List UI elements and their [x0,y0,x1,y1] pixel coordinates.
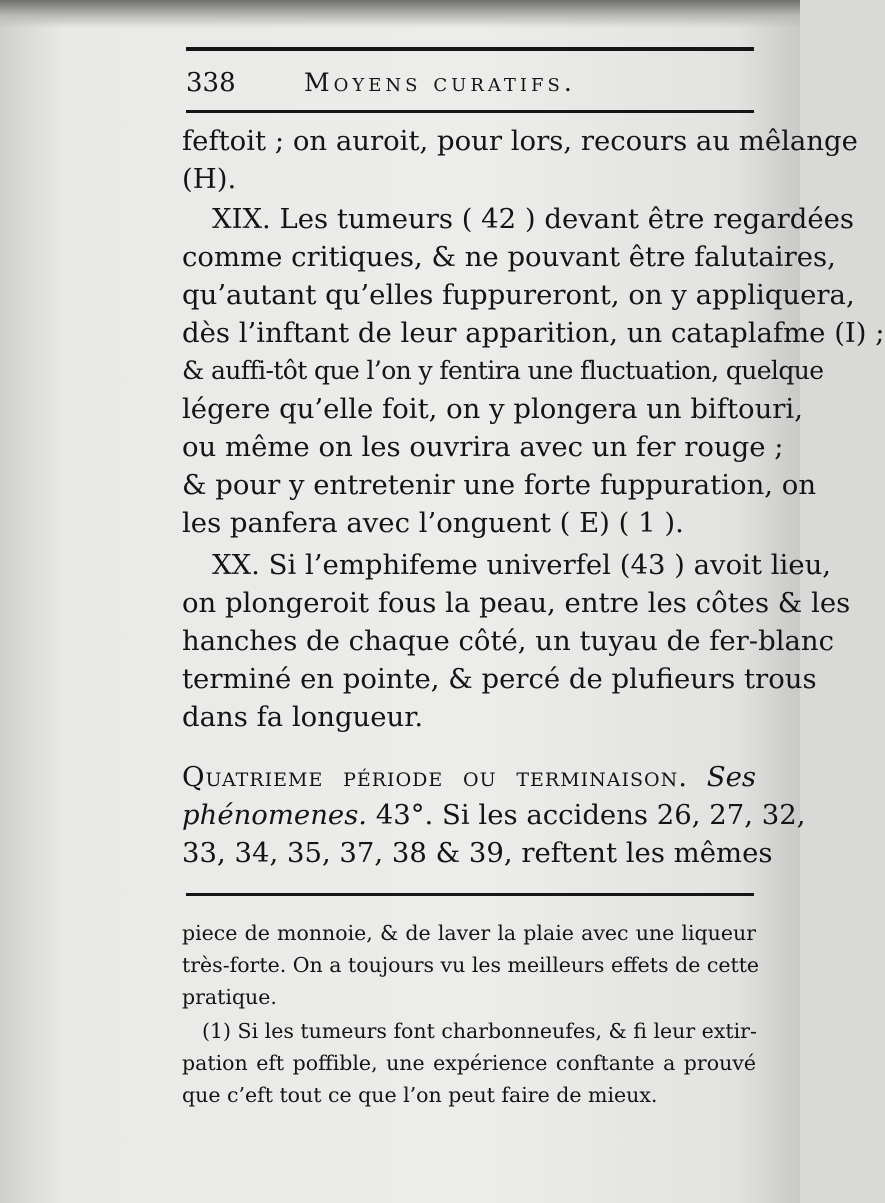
text-line: feftoit ; on auroit, pour lors, recours au mêlange [182,125,858,157]
period-phenomenes: phénomenes. [182,799,368,831]
text-line: dans fa longueur. [182,701,424,733]
footnote-line: que c’eft tout ce que l’on peut faire de mieux. [182,1083,658,1107]
period-line-2 [182,796,806,834]
period-heading-italic: Ses [706,761,756,793]
text-line: les panfera avec l’onguent ( E) ( 1 ). [182,507,684,539]
footnote-line: très-forte. On a toujours vu les meilleurs effets de cette [182,953,760,977]
page-header [186,64,754,104]
period-line-2-rest: 43°. Si les accidens 26, 27, 32, [367,799,806,831]
footnote-line: piece de monnoie, & de laver la plaie avec une liqueur [182,921,756,945]
text-line: & auffi-tôt que l’on y fentira une fluctuation, quelque [182,356,824,385]
text-line: dès l’inftant de leur apparition, un cataplafme (I) ; [182,317,885,349]
text-line: XX. Si l’emphifeme univerfel (43 ) avoit lieu, [212,549,832,581]
period-heading-line [182,758,756,796]
text-line: (H). [182,163,237,195]
text-line: terminé en pointe, & percé de plufieurs trous [182,663,817,695]
text-line: comme critiques, & ne pouvant être falutaires, [182,241,836,273]
footnote-line: pratique. [182,985,277,1009]
text-line: ou même on les ouvrira avec un fer rouge ; [182,431,784,463]
text-line: & pour y entretenir une forte fuppuration, on [182,469,817,501]
text-line: XIX. Les tumeurs ( 42 ) devant être regardées [212,203,855,235]
period-heading: Quatrieme période ou terminaison. [182,761,688,793]
text-line: légere qu’elle foit, on y plongera un biftouri, [182,393,803,425]
page-top-shadow [0,0,800,28]
text-line: qu’autant qu’elles fuppureront, on y appliquera, [182,279,855,311]
footnote-rule [186,893,754,896]
text-line: 33, 34, 35, 37, 38 & 39, reftent les mêmes [182,837,773,869]
page-number: 338 [186,68,236,98]
footnote-line: (1) Si les tumeurs font charbonneufes, & fi leur extir- [202,1019,757,1043]
footnote-line: pation eft poffible, une expérience conftante a prouvé [182,1051,756,1075]
header-rule [186,110,754,113]
text-line: on plongeroit fous la peau, entre les côtes & les [182,587,851,619]
running-title: Moyens curatifs. [304,68,576,97]
text-line: hanches de chaque côté, un tuyau de fer-blanc [182,625,835,657]
top-rule [186,47,754,51]
